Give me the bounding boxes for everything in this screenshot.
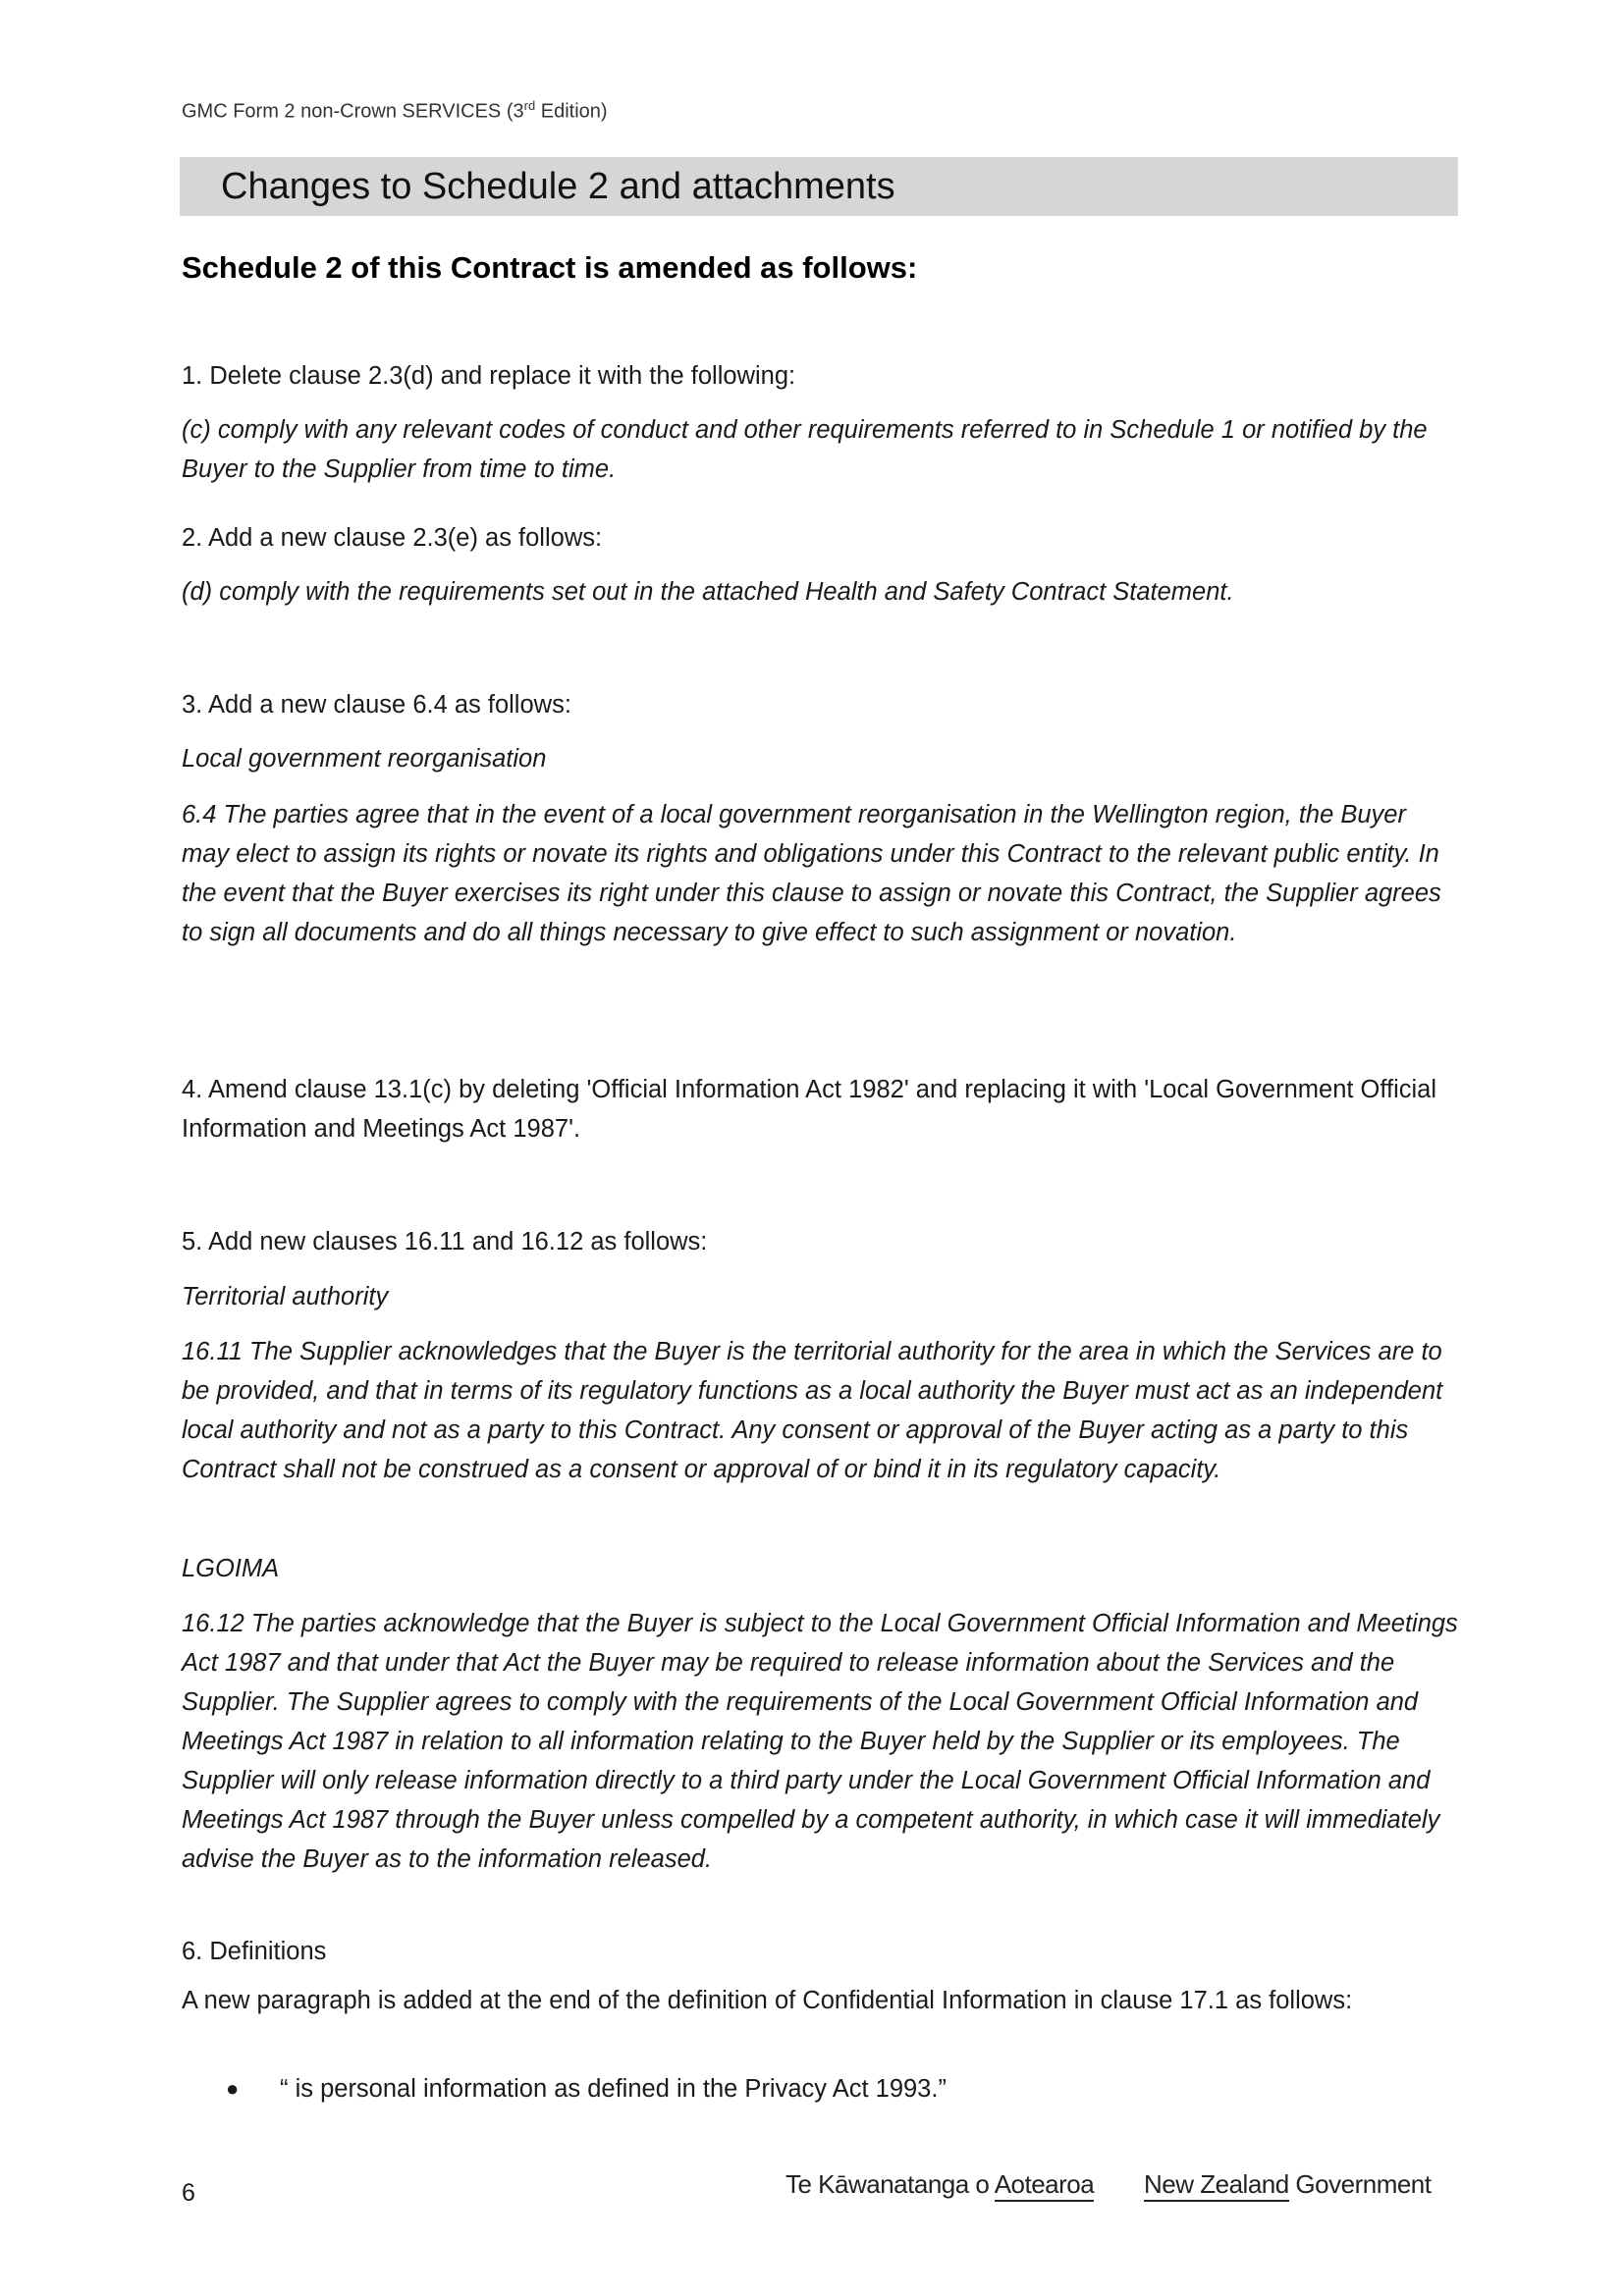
logo-nz-underlined: New Zealand [1144, 2169, 1289, 2202]
item-6-text: A new paragraph is added at the end of the definition of Confidential Information in clause 17.1 as follows: [182, 1987, 1353, 2014]
item-5-text-1: 16.11 The Supplier acknowledges that the Buyer is the territorial authority for the area in which the Services are to be provided, and that in terms of its regulatory functions as a local authority the Buyer must act as an independent local authority and not as a party to this Contract. Any consent or approval of the Buyer acting as a party to this Contract shall not be construed as a consent or approval of or bind it in its regulatory capacity. [182, 1338, 1443, 1483]
header-superscript: rd [523, 98, 536, 113]
nz-government-logo [1144, 2169, 1432, 2200]
bullet-text: “ is personal information as defined in the Privacy Act 1993.” [280, 2075, 947, 2103]
header-title-part: GMC Form 2 non-Crown SERVICES (3 [182, 100, 524, 123]
item-6: 6. Definitions [182, 1938, 327, 1965]
item-5-heading-2: LGOIMA [182, 1555, 280, 1582]
item-2-text: (d) comply with the requirements set out in the attached Health and Safety Contract Statement. [182, 578, 1234, 606]
item-5-heading-1: Territorial authority [182, 1283, 389, 1310]
item-5-text-2: 16.12 The parties acknowledge that the Buyer is subject to the Local Government Official Information and Meetings Act 1987 and that under that Act the Buyer may be required to release information about the Services and the Supplier. The Supplier agrees to comply with the requirements of the Local Government Official Information and Meetings Act 1987 in relation to all information relating to the Buyer held by the Supplier or its employees. The Supplier will only release information directly to a third party under the Local Government Official Information and Meetings Act 1987 through the Buyer unless compelled by a competent authority, in which case it will immediately advise the Buyer as to the information released. [182, 1610, 1458, 1873]
header-title-end: Edition) [535, 100, 608, 123]
item-1: 1. Delete clause 2.3(d) and replace it with the following: [182, 362, 796, 390]
item-1-text: (c) comply with any relevant codes of conduct and other requirements referred to in Schedule 1 or notified by the Buyer to the Supplier from time to time. [182, 416, 1428, 483]
item-3-text: 6.4 The parties agree that in the event of a local government reorganisation in the Wellington region, the Buyer may elect to assign its rights or novate its rights and obligations under this Contract to the relevant public entity. In the event that the Buyer exercises its right under this clause to assign or novate this Contract, the Supplier agrees to sign all documents and do all things necessary to give effect to such assignment or novation. [182, 801, 1441, 946]
logo-nz-text: Government [1288, 2169, 1432, 2199]
item-2: 2. Add a new clause 2.3(e) as follows: [182, 524, 603, 552]
bullet-icon: ● [226, 2076, 240, 2101]
section-title: Changes to Schedule 2 and attachments [221, 166, 895, 207]
item-3: 3. Add a new clause 6.4 as follows: [182, 691, 571, 719]
item-3-heading: Local government reorganisation [182, 745, 547, 773]
item-4: 4. Amend clause 13.1(c) by deleting 'Official Information Act 1982' and replacing it with 'Local Government Official Information and Meetings Act 1987'. [182, 1076, 1437, 1143]
te-kawanatanga-logo [785, 2169, 1094, 2200]
page-number: 6 [182, 2179, 195, 2207]
lead-heading: Schedule 2 of this Contract is amended as follows: [182, 250, 918, 285]
running-header [182, 98, 608, 124]
item-5: 5. Add new clauses 16.11 and 16.12 as follows: [182, 1228, 708, 1255]
logo-maori-text: Te Kāwanatanga o [785, 2169, 995, 2199]
logo-maori-underlined: Aotearoa [995, 2169, 1095, 2202]
bullet-item [226, 2069, 1404, 2109]
